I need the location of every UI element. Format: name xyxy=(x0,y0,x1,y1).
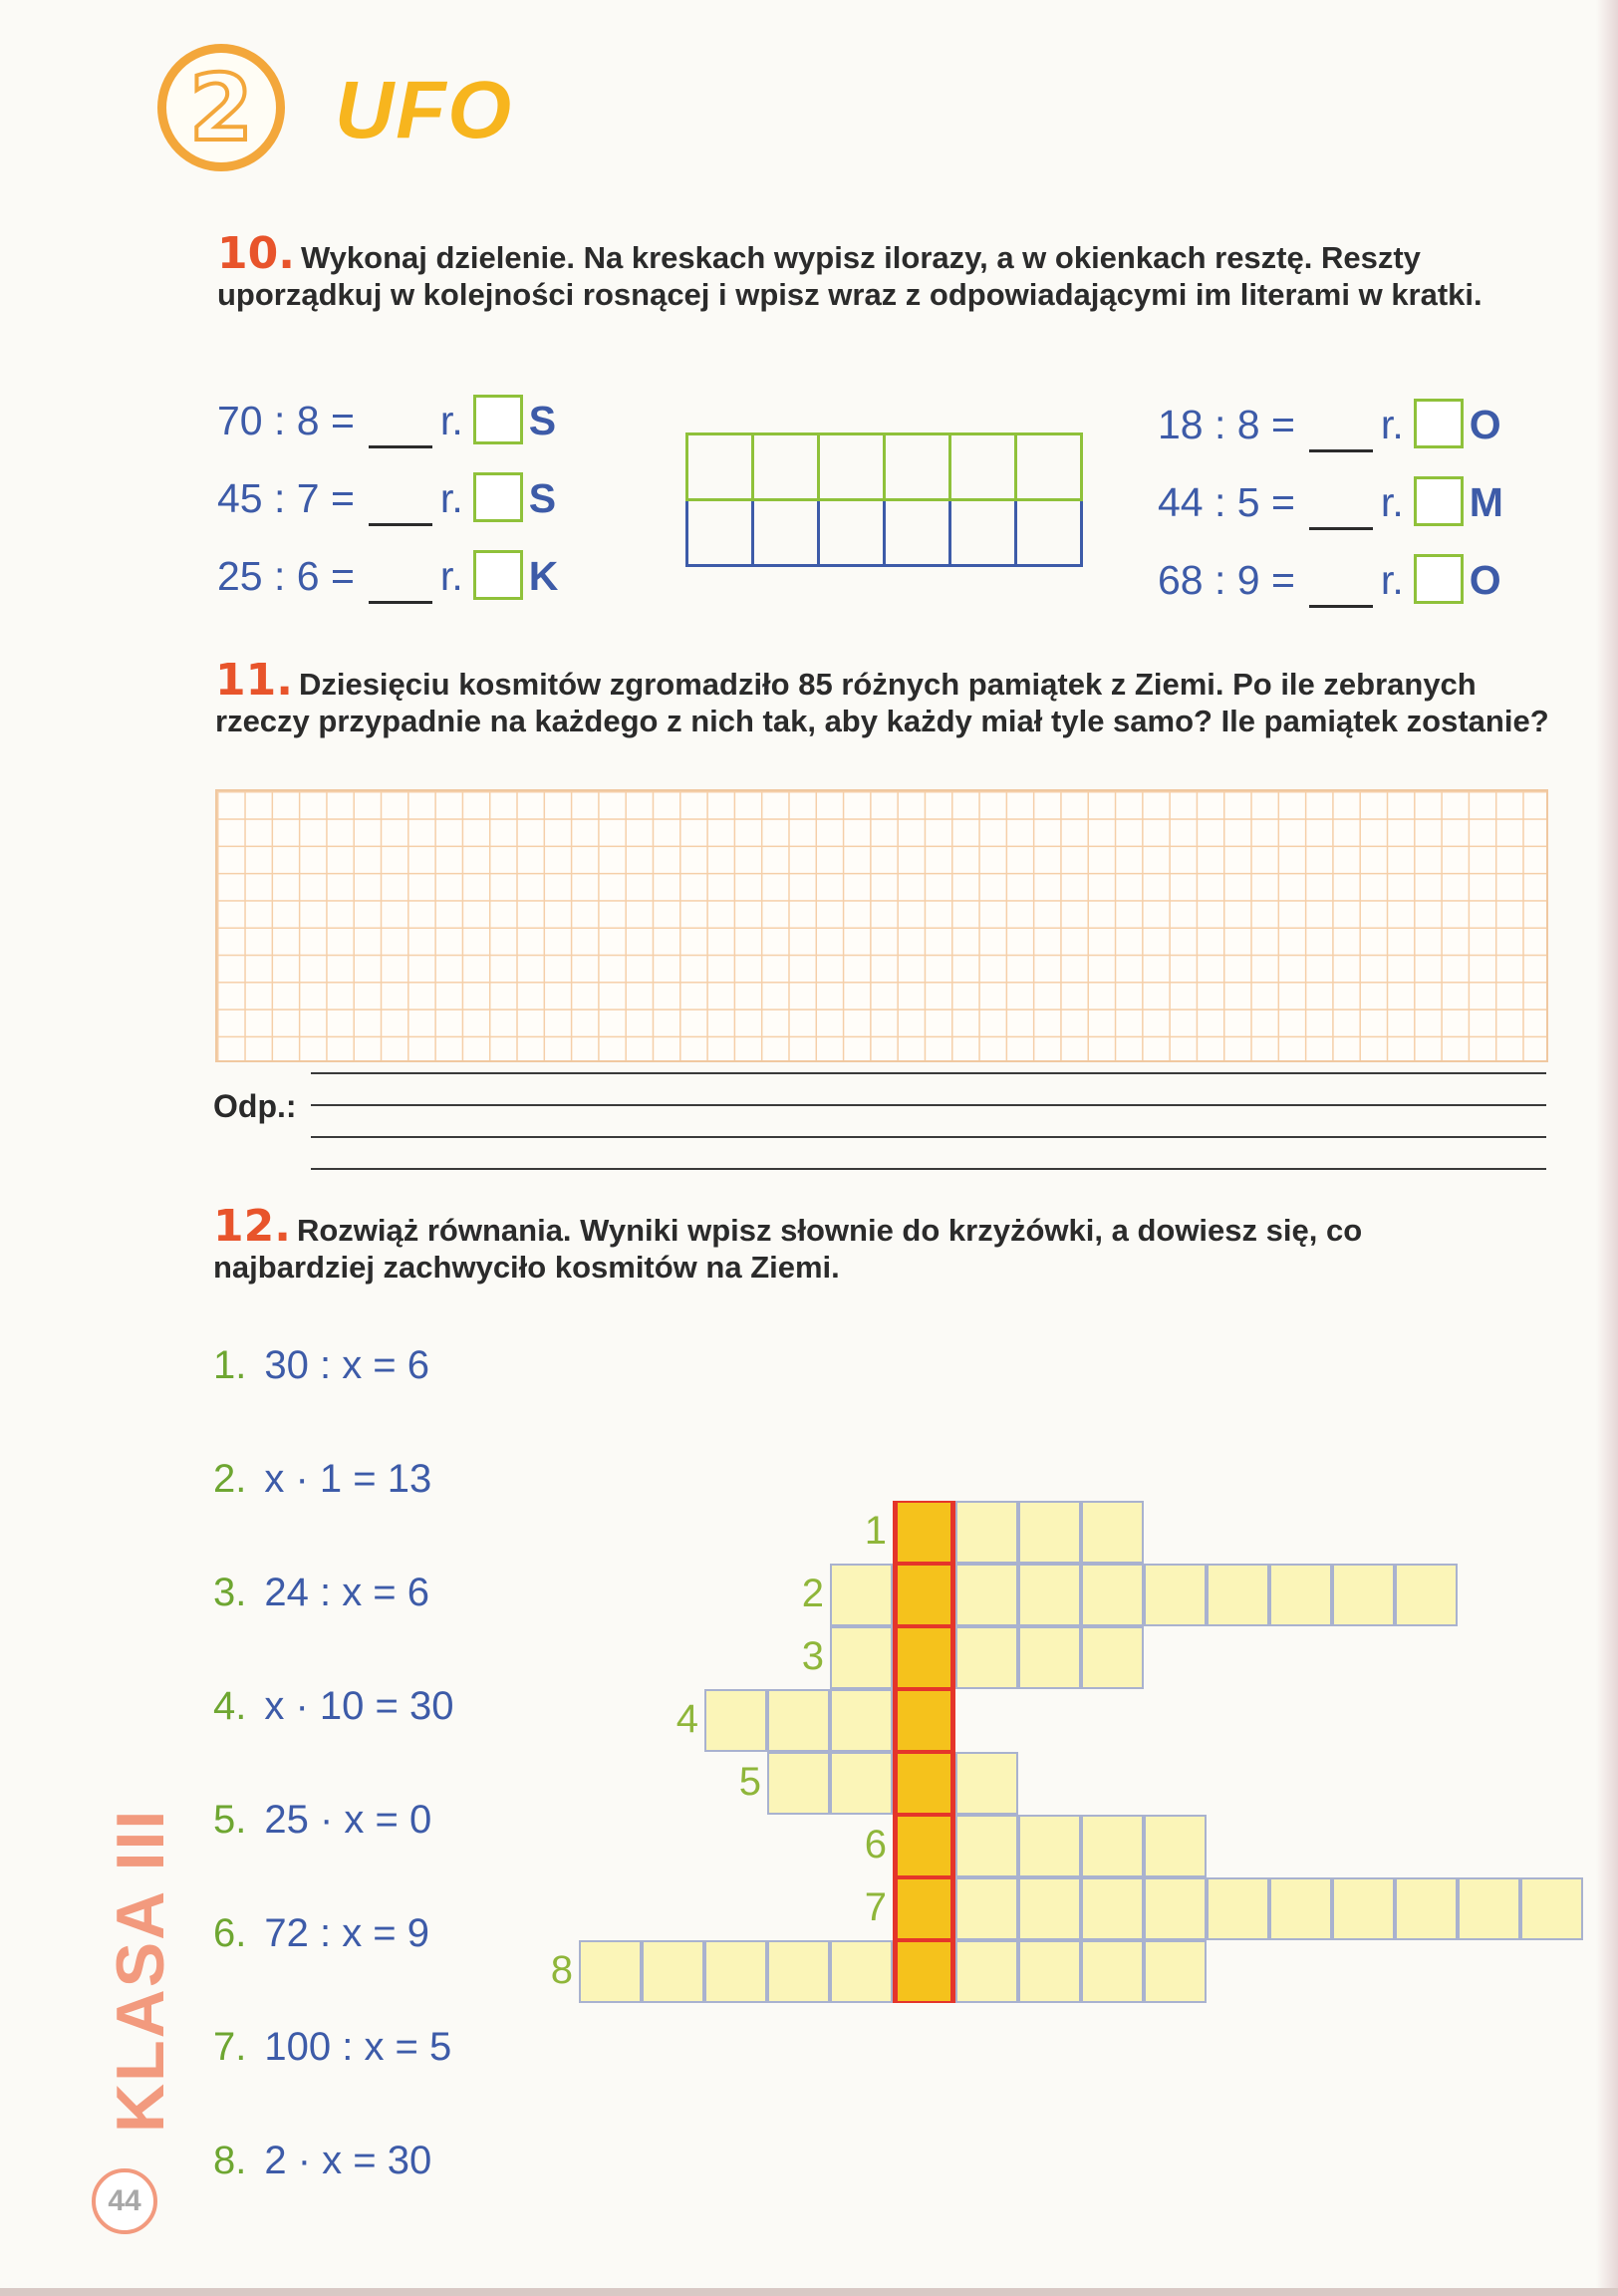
crossword-cell[interactable] xyxy=(1395,1564,1458,1626)
division-row xyxy=(1158,554,1501,608)
division-expression: 45 : 7 = xyxy=(217,475,355,521)
chapter-number: 2 xyxy=(188,55,253,161)
remainder-box[interactable] xyxy=(473,472,523,522)
crossword-row-number: 7 xyxy=(864,1885,887,1929)
equation-item xyxy=(213,1911,429,1956)
equation-number: 3. xyxy=(213,1571,247,1614)
chapter-title: UFO xyxy=(335,65,514,155)
equation-item xyxy=(213,2025,451,2070)
quotient-blank[interactable] xyxy=(369,487,432,526)
equation-expression: 30 : x = 6 xyxy=(264,1343,430,1387)
crossword-key-cell[interactable] xyxy=(893,1689,955,1752)
answer-line[interactable] xyxy=(311,1072,1546,1074)
crossword-row-number: 4 xyxy=(675,1697,698,1741)
crossword-cell[interactable] xyxy=(1458,1877,1520,1940)
crossword-row-number: 3 xyxy=(801,1634,824,1678)
crossword-cell[interactable] xyxy=(955,1501,1018,1564)
division-row xyxy=(217,395,556,448)
answer-cell[interactable] xyxy=(753,500,819,566)
task-12-instructions xyxy=(213,1201,1498,1286)
division-row xyxy=(217,472,556,526)
equation-number: 5. xyxy=(213,1798,247,1842)
crossword-cell[interactable] xyxy=(955,1752,1018,1815)
remainder-box[interactable] xyxy=(1414,476,1464,526)
task-12-number: 12. xyxy=(213,1201,291,1252)
crossword-cell[interactable] xyxy=(955,1940,1018,2003)
equation-expression: 72 : x = 9 xyxy=(264,1911,430,1955)
task-11-number: 11. xyxy=(215,655,293,706)
equation-number: 2. xyxy=(213,1457,247,1501)
quotient-blank[interactable] xyxy=(369,565,432,604)
crossword-row-number: 8 xyxy=(550,1948,573,1992)
answer-cell[interactable] xyxy=(687,434,753,500)
row-letter: S xyxy=(528,398,557,443)
row-letter: O xyxy=(1469,557,1501,603)
equation-expression: 2 · x = 30 xyxy=(264,2139,432,2182)
answer-cell[interactable] xyxy=(753,434,819,500)
crossword-cell[interactable] xyxy=(1081,1501,1144,1564)
remainder-box[interactable] xyxy=(1414,554,1464,604)
equation-number: 6. xyxy=(213,1911,247,1955)
equation-item xyxy=(213,1798,431,1843)
crossword-cell[interactable] xyxy=(1144,1564,1207,1626)
chapter-number-badge xyxy=(157,44,285,171)
remainder-box[interactable] xyxy=(1414,399,1464,448)
remainder-label: r. xyxy=(439,398,463,443)
graph-paper-work-area[interactable] xyxy=(215,789,1548,1062)
crossword-key-cell[interactable] xyxy=(893,1564,955,1626)
equation-item xyxy=(213,1343,429,1388)
crossword-cell[interactable] xyxy=(767,1689,830,1752)
crossword-cell[interactable] xyxy=(955,1815,1018,1877)
crossword-cell[interactable] xyxy=(1018,1940,1081,2003)
task-11-text: Dziesięciu kosmitów zgromadziło 85 różnych pamiątek z Ziemi. Po ile zebranych rzeczy przypadnie na każdego z nich tak, aby każdy miał tyle samo? Ile pamiątek zostanie? xyxy=(215,667,1549,738)
crossword-cell[interactable] xyxy=(767,1940,830,2003)
crossword-row-number: 6 xyxy=(864,1823,887,1866)
remainder-label: r. xyxy=(1380,402,1404,447)
equation-expression: 24 : x = 6 xyxy=(264,1571,430,1614)
division-expression: 25 : 6 = xyxy=(217,553,355,599)
quotient-blank[interactable] xyxy=(1309,414,1373,452)
answer-line[interactable] xyxy=(311,1136,1546,1138)
crossword-cell[interactable] xyxy=(579,1940,642,2003)
quotient-blank[interactable] xyxy=(1309,569,1373,608)
crossword-cell[interactable] xyxy=(1332,1877,1395,1940)
crossword-cell[interactable] xyxy=(704,1940,767,2003)
equation-expression: 100 : x = 5 xyxy=(264,2025,452,2069)
remainder-label: r. xyxy=(1380,479,1404,525)
equation-item xyxy=(213,1571,429,1615)
row-letter: O xyxy=(1469,402,1501,447)
crossword-cell[interactable] xyxy=(1207,1877,1269,1940)
division-row xyxy=(217,550,558,604)
class-side-label: KLASA III xyxy=(103,1808,178,2133)
equation-item xyxy=(213,2139,431,2183)
division-row xyxy=(1158,476,1503,530)
crossword-cell[interactable] xyxy=(1081,1815,1144,1877)
crossword-cell[interactable] xyxy=(1018,1815,1081,1877)
division-expression: 68 : 9 = xyxy=(1158,557,1295,603)
crossword-cell[interactable] xyxy=(955,1564,1018,1626)
equation-number: 8. xyxy=(213,2139,247,2182)
equation-expression: x · 10 = 30 xyxy=(264,1684,454,1728)
task-10-number: 10. xyxy=(217,228,295,279)
answer-cell[interactable] xyxy=(950,500,1016,566)
crossword-key-cell[interactable] xyxy=(893,1626,955,1689)
row-letter: S xyxy=(528,475,557,521)
crossword-cell[interactable] xyxy=(830,1689,893,1752)
crossword-key-cell[interactable] xyxy=(893,1501,955,1564)
answer-cell[interactable] xyxy=(819,500,885,566)
crossword-cell[interactable] xyxy=(1018,1626,1081,1689)
answer-cell[interactable] xyxy=(950,434,1016,500)
answer-line[interactable] xyxy=(311,1168,1546,1170)
answer-label: Odp.: xyxy=(213,1088,297,1124)
equation-number: 1. xyxy=(213,1343,247,1387)
crossword-cell[interactable] xyxy=(1144,1815,1207,1877)
page-edge xyxy=(1596,0,1618,2296)
remainder-box[interactable] xyxy=(473,550,523,600)
task-11-instructions xyxy=(215,655,1555,739)
crossword-cell[interactable] xyxy=(1081,1877,1144,1940)
division-expression: 18 : 8 = xyxy=(1158,402,1295,447)
crossword-cell[interactable] xyxy=(642,1940,704,2003)
answer-cell[interactable] xyxy=(885,434,950,500)
answer-cell[interactable] xyxy=(687,500,753,566)
equation-expression: x · 1 = 13 xyxy=(264,1457,432,1501)
remainder-label: r. xyxy=(439,553,463,599)
crossword-cell[interactable] xyxy=(1207,1564,1269,1626)
equation-number: 7. xyxy=(213,2025,247,2069)
crossword-cell[interactable] xyxy=(1144,1877,1207,1940)
remainder-answer-grid xyxy=(685,432,1083,567)
crossword-row-number: 5 xyxy=(738,1760,761,1804)
row-letter: K xyxy=(528,553,559,599)
crossword-key-cell[interactable] xyxy=(893,1815,955,1877)
equation-item xyxy=(213,1684,453,1729)
remainder-box[interactable] xyxy=(473,395,523,444)
answer-cell[interactable] xyxy=(819,434,885,500)
crossword-key-cell[interactable] xyxy=(893,1940,955,2003)
crossword-cell[interactable] xyxy=(1144,1940,1207,2003)
quotient-blank[interactable] xyxy=(1309,491,1373,530)
crossword-cell[interactable] xyxy=(1520,1877,1583,1940)
answer-cell[interactable] xyxy=(1016,434,1082,500)
crossword-cell[interactable] xyxy=(830,1564,893,1626)
answer-line[interactable] xyxy=(311,1104,1546,1106)
page-bottom-edge xyxy=(0,2288,1618,2296)
remainder-label: r. xyxy=(439,475,463,521)
crossword-cell[interactable] xyxy=(1081,1564,1144,1626)
crossword-cell[interactable] xyxy=(955,1877,1018,1940)
crossword-cell[interactable] xyxy=(1081,1626,1144,1689)
row-letter: M xyxy=(1469,479,1503,525)
crossword-row-number: 2 xyxy=(801,1572,824,1615)
crossword-cell[interactable] xyxy=(1269,1877,1332,1940)
crossword-key-cell[interactable] xyxy=(893,1877,955,1940)
crossword-cell[interactable] xyxy=(767,1752,830,1815)
crossword-cell[interactable] xyxy=(830,1752,893,1815)
equation-expression: 25 · x = 0 xyxy=(264,1798,432,1842)
crossword-cell[interactable] xyxy=(955,1626,1018,1689)
crossword-cell[interactable] xyxy=(1269,1564,1332,1626)
answer-cell[interactable] xyxy=(1016,500,1082,566)
crossword-cell[interactable] xyxy=(830,1940,893,2003)
page-number: 44 xyxy=(92,2168,157,2234)
equation-number: 4. xyxy=(213,1684,247,1728)
task-12-text: Rozwiąż równania. Wyniki wpisz słownie do krzyżówki, a dowiesz się, co najbardziej zachwyciło kosmitów na Ziemi. xyxy=(213,1213,1363,1285)
crossword-key-cell[interactable] xyxy=(893,1752,955,1815)
task-10-text: Wykonaj dzielenie. Na kreskach wypisz ilorazy, a w okienkach resztę. Reszty uporządkuj w kolejności rosnącej i wpisz wraz z odpowiadającymi im literami w kratki. xyxy=(217,240,1483,312)
task-10-instructions xyxy=(217,228,1542,313)
division-expression: 44 : 5 = xyxy=(1158,479,1295,525)
crossword-cell[interactable] xyxy=(1018,1564,1081,1626)
answer-cell[interactable] xyxy=(885,500,950,566)
division-expression: 70 : 8 = xyxy=(217,398,355,443)
crossword-row-number: 1 xyxy=(864,1509,887,1553)
crossword-cell[interactable] xyxy=(704,1689,767,1752)
crossword-cell[interactable] xyxy=(830,1626,893,1689)
crossword-cell[interactable] xyxy=(1332,1564,1395,1626)
remainder-label: r. xyxy=(1380,557,1404,603)
crossword-cell[interactable] xyxy=(1018,1501,1081,1564)
division-row xyxy=(1158,399,1501,452)
equation-item xyxy=(213,1457,431,1502)
crossword-cell[interactable] xyxy=(1081,1940,1144,2003)
quotient-blank[interactable] xyxy=(369,410,432,448)
crossword-cell[interactable] xyxy=(1018,1877,1081,1940)
crossword-cell[interactable] xyxy=(1395,1877,1458,1940)
